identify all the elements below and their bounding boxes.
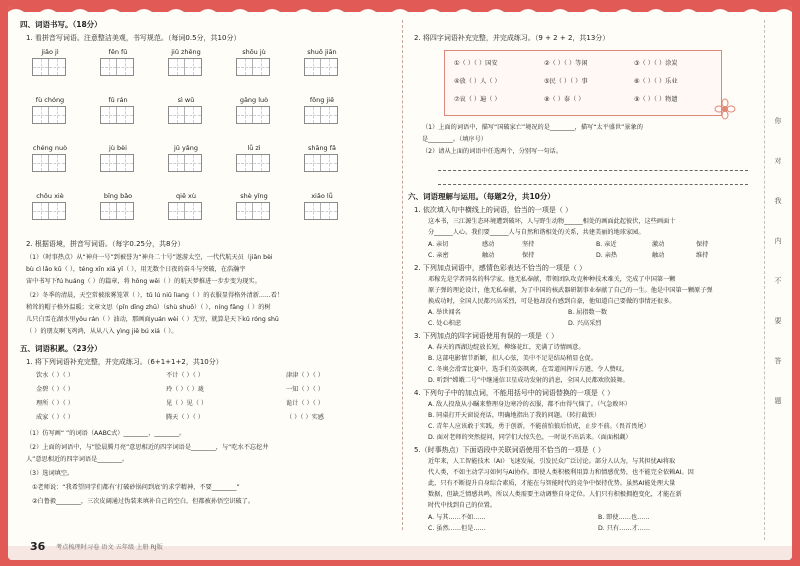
option: C. 冬奥会滑雪比赛中，选手们英姿飒爽，在雪道间挥斥方遒，令人赞叹。 — [428, 366, 629, 373]
sub-question: 人”意思相近的四字词语是________。 — [26, 456, 129, 463]
writing-grid[interactable] — [32, 202, 66, 220]
option: B. 这部电影情节新颖，扣人心弦，美中不足是结局稍显仓促。 — [428, 355, 598, 362]
top-wave-border — [8, 6, 792, 12]
pinyin-label: gāng luò — [239, 96, 269, 104]
pinyin-label: fù chóng — [35, 96, 65, 104]
pinyin-label: jiǎo jì — [41, 48, 59, 56]
question5-2: 2. 将四字词语补充完整，并完成练习。（9 + 2 + 2，共13分） — [414, 34, 610, 42]
idiom-cell: （ ）（ ）实感 — [286, 414, 324, 421]
option: A. 敌人投敌从小瞩来整理身边寒冷的衣服，都不由得气恼了。（气急败坏） — [428, 401, 631, 408]
pinyin-label: fēn fū — [108, 48, 128, 56]
writing-grid[interactable] — [304, 202, 338, 220]
box-item: ⑨（ ）（ ）物遗 — [634, 96, 678, 103]
option: B. 亲近 — [596, 241, 617, 248]
idiom-cell: 玲（ ）（ ）珑 — [166, 386, 204, 393]
box-item: ⑤民（ ）（ ）事 — [544, 78, 588, 85]
para-line: 此，只有不断提升自身综合素质，才能在与智能时代的竞争中保持优势。虽然AI能处理大量 — [428, 480, 676, 487]
column-divider — [402, 20, 403, 530]
option: C. 亲密 — [428, 252, 449, 259]
pinyin-label: lǚ zì — [247, 144, 261, 152]
box-item: ④放（ ）人（ ） — [454, 78, 501, 85]
option: D. 兴高采烈 — [568, 320, 602, 327]
side-char: 内 — [774, 237, 782, 245]
idiom-cell: 金碧（ ）（ ） — [36, 386, 74, 393]
box-item: ⑧（ ）泰（ ） — [544, 96, 585, 103]
idiom-cell: 一知（ ）（ ） — [286, 386, 324, 393]
para-line: （ ）的朋友啊飞鸡鸿，从从八入 yìng jiē bú xiá（ ）。 — [26, 328, 178, 335]
pinyin-label: fǒng jiē — [309, 96, 335, 104]
answer-line[interactable] — [438, 170, 748, 171]
pinyin-label: shǒu jù — [242, 48, 266, 56]
para-line: 原子弹的理论设计，他无私奉献，为了中国的核武器研制事业奉献了自己的一生。他是中国第一颗原子弹 — [428, 287, 713, 294]
option: 触动 — [482, 252, 495, 259]
idiom-cell: 诡计（ ）（ ） — [286, 400, 324, 407]
sub-question: ②白鲁毅________，三次皮阔通过伪装来填补自己的空白，但都被孙悟空识破了。 — [32, 498, 255, 505]
sub-question: （2）上面的词语中，与“脍晨腾月亮”意思相近的四字词语是________，与“吃水不忘挖井 — [26, 444, 269, 451]
side-char: 答 — [774, 357, 782, 365]
pinyin-label: shuō jiān — [307, 48, 337, 56]
pinyin-label: bīng bǎo — [103, 192, 133, 200]
question5-1: 1. 将下列词语补充完整，并完成练习。（6+1+1+2，共10分） — [26, 358, 223, 366]
idiom-cell: 腾天（ ）（ ） — [166, 414, 204, 421]
writing-grid[interactable] — [236, 58, 270, 76]
pinyin-label: shāng fǎ — [307, 144, 337, 152]
para-line: bù cì lǎo kǔ（ ），téng xīn xiǎ yǐ（ ），用无数个日夜的奋斗与突破，在浩瀚宇 — [26, 266, 246, 273]
para-line: 这本书，三江源生态环境遭到破坏，人与野生动物______相处的画面此起彼伏，这些画面十 — [428, 218, 676, 225]
writing-grid[interactable] — [32, 106, 66, 124]
para-line: 宙中书写下fú huáng（ ）的篇章，将 hōng wěi（ ）的航天梦推进一步步变为现实。 — [26, 278, 261, 285]
pinyin-label: qiē xù — [176, 192, 196, 200]
question6-3: 3. 下列加点的四字词语使用有误的一项是（ ） — [414, 332, 559, 340]
idiom-cell: 见（ ）见（ ） — [166, 400, 208, 407]
para-line: 分______人心。我们要______人与自然和谐相处的关系，共建美丽的地球家园。 — [428, 229, 645, 236]
option: B. 同桌打开天窗说亮话，明确地指出了我的问题。（转打截铁） — [428, 412, 601, 419]
side-char: 你 — [774, 117, 782, 125]
writing-grid[interactable] — [100, 202, 134, 220]
para-line: 数据，但缺乏情感共鸣，所以人类需要主动调整自身定位。人们只有积极拥抱变化，才能在新 — [428, 491, 682, 498]
writing-grid[interactable] — [304, 154, 338, 172]
pinyin-label: chéng nuò — [32, 144, 68, 152]
writing-grid[interactable] — [100, 106, 134, 124]
flower-decoration-icon — [714, 98, 736, 120]
side-char: 对 — [774, 157, 782, 165]
para-line: （2）冬季的清晨，天空常被浓雾笼罩（ ），tǔ lú niǔ lìang（ ）的衣服显得格外清新......看！ — [26, 292, 284, 299]
writing-grid[interactable] — [100, 154, 134, 172]
para-line: （1）（时事热点）从“神舟一号”到被誉为“神舟二十号”遨游太空，一代代航天员（jiān bèi — [26, 254, 273, 261]
option: 感动 — [482, 241, 495, 248]
sub-question: （2）请从上面的词语中任选两个，分别写一句话。 — [422, 148, 563, 155]
pinyin-label: jū yǎng — [173, 144, 199, 152]
option: A. 春天的西湖边绽放长短，柳绦花红，充满了诗情画意。 — [428, 344, 585, 351]
sub-question: （3）选词填空。 — [26, 470, 74, 477]
box-item: ⑦哀（ ）遍（ ） — [454, 96, 501, 103]
para-line: 邓稼先是学者同名的科学家。他无私奉献，带领团队攻克种种技术难关，完成了中国第一颗 — [428, 276, 676, 283]
option: A. 与其……不如…… — [428, 514, 486, 521]
option: 保持 — [696, 241, 709, 248]
writing-grid[interactable] — [168, 202, 202, 220]
option: D. 只有……才…… — [598, 525, 651, 532]
pinyin-label: fǔ rán — [108, 96, 128, 104]
box-item: ⑥（ ）（ ）乐业 — [634, 78, 678, 85]
question6-5: 5.（时事热点）下面语段中关联词语使用不恰当的一项是（ ） — [414, 446, 605, 454]
box-item: ②（ ）（ ）等闲 — [544, 60, 588, 67]
side-char: 我 — [774, 197, 782, 205]
option: D. 听到“嫦娥二号”中继通信卫星成功发射的消息，全国人民都欢欣鼓舞。 — [428, 377, 629, 384]
question4-2: 2. 根据语境，拼音写词语。（每字0.25分，共8分） — [26, 240, 185, 248]
option: 触动 — [652, 252, 665, 259]
section5-title: 五、词语积累。（23分） — [20, 344, 102, 353]
question6-4: 4. 下列句子中的加点词，不能用括号中的词语替换的一项是（ ） — [414, 389, 615, 397]
idiom-cell: 津津（ ）（ ） — [286, 372, 324, 379]
option: C. 处心积虑 — [428, 320, 462, 327]
pinyin-label: sì wǔ — [177, 96, 195, 104]
answer-line[interactable] — [438, 184, 748, 185]
option: A. 举世闻名 — [428, 309, 461, 316]
option: C. 虽然……但是…… — [428, 525, 486, 532]
sub-question: 是________。（填序号） — [422, 136, 487, 143]
writing-grid[interactable] — [100, 58, 134, 76]
idiom-cell: 不计（ ）（ ） — [166, 372, 204, 379]
para-line: 儿只白雪在湖水里yǒu rán（ ）油动，那画面yuán wèi（ ）无穷，就算是天下kǔ róng shū — [26, 316, 279, 323]
option: B. 即使……也…… — [598, 514, 650, 521]
writing-grid[interactable] — [32, 58, 66, 76]
writing-grid[interactable] — [168, 106, 202, 124]
idiom-cell: 饮水（ ）（ ） — [36, 372, 74, 379]
pinyin-label: shè yǐng — [240, 192, 268, 200]
para-line: 时代中找到自己的位置。 — [428, 502, 497, 509]
para-line: 近年来，人工智能技术（AI）飞速发展，引发民众广泛讨论。部分人认为，与其担忧AI将取 — [428, 458, 676, 465]
writing-grid[interactable] — [236, 202, 270, 220]
idiom-cell: 成家（ ）（ ） — [36, 414, 74, 421]
worksheet-page — [8, 6, 792, 560]
para-line: 稍耸的帽子格外温暖；文章文思（pǐn dīng zhū）（shù shuō）（ ），níng fāng（ ）的树 — [26, 304, 271, 311]
writing-grid[interactable] — [236, 154, 270, 172]
writing-grid[interactable] — [168, 58, 202, 76]
option: D. 亲热 — [596, 252, 618, 259]
writing-grid[interactable] — [32, 154, 66, 172]
writing-grid[interactable] — [236, 106, 270, 124]
section6-title: 六、词语理解与运用。（每题2分，共10分） — [408, 192, 555, 201]
question6-1: 1. 依次填入句中横线上的词语，恰当的一项是（ ） — [414, 206, 573, 214]
option: 激动 — [652, 241, 665, 248]
side-char: 要 — [774, 317, 782, 325]
writing-grid[interactable] — [304, 58, 338, 76]
idiom-cell: 理所（ ）（ ） — [36, 400, 74, 407]
footer-text: 考点梳理时习卷 语文 五年级 上册 RJ版 — [56, 544, 163, 551]
binding-line — [764, 20, 765, 540]
writing-grid[interactable] — [304, 106, 338, 124]
sub-question: （1）仿写画“ ”的词语（AABC式）________、________。 — [26, 430, 186, 437]
pinyin-label: chōu xiè — [36, 192, 64, 200]
page-number: 36 — [30, 540, 46, 553]
option: D. 面对老师的突然提问，同学们大惊失色，一时说不出话来。（面面相觑） — [428, 434, 632, 441]
side-char: 不 — [774, 277, 782, 285]
box-item: ①（ ）（ ）国安 — [454, 60, 498, 67]
option: 坚持 — [522, 241, 535, 248]
para-line: 换成功时，全国人民都兴高采烈，可是他却没有感到自豪，他知道自己要做的事情还很多。 — [428, 298, 676, 305]
section4-title: 四、词语书写。（18分） — [20, 20, 102, 29]
option: C. 青年人应该敢于实践，勇于创新，不能前怕狼后怕虎，止步不前。（畏首畏尾） — [428, 423, 650, 430]
side-char: 题 — [774, 397, 782, 405]
sub-question: ①老师说：“我希望同学们都有‘打破砂锅问到底’的求学精神，不要________” — [32, 484, 240, 491]
pinyin-label: jù bèi — [109, 144, 127, 152]
pinyin-label: xiǎo lǚ — [311, 192, 333, 200]
option: B. 屈指数一数 — [568, 309, 608, 316]
para-line: 代人类，不如主动学习如何与AI协作。即使人类积极利用算力和情感优势，也不能完全依赖AI。因 — [428, 469, 694, 476]
sub-question: （1）上面的词语中，描写“国破家亡”境况的是________，描写“太平盛世”景象的 — [422, 124, 643, 131]
option: 维持 — [696, 252, 709, 259]
question4-1: 1. 看拼音写词语。注意整洁美观，书写规范。（每词0.5分，共10分） — [26, 34, 241, 42]
question6-2: 2. 下列加点词语中，感情色彩表达不恰当的一项是（ ） — [414, 264, 587, 272]
box-item: ③（ ）（ ）涂炭 — [634, 60, 678, 67]
option: A. 亲切 — [428, 241, 449, 248]
writing-grid[interactable] — [168, 154, 202, 172]
pinyin-label: jiǔ zhēng — [171, 48, 201, 56]
option: 保持 — [522, 252, 535, 259]
